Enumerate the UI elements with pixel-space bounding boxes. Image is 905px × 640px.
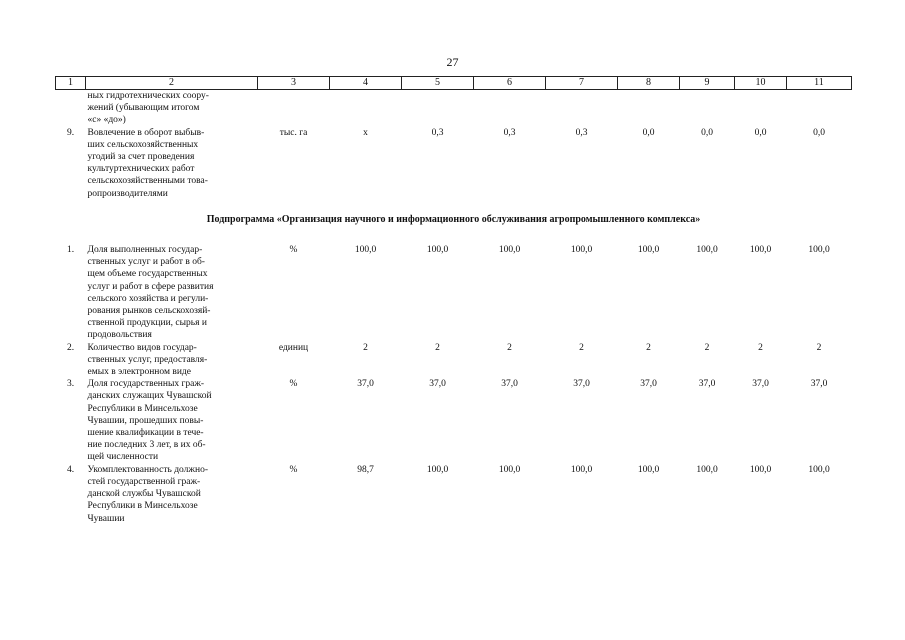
value-cell: 0,0 xyxy=(642,127,655,138)
table-row xyxy=(56,464,852,525)
row-number: 1. xyxy=(66,245,75,256)
column-header: 11 xyxy=(787,77,852,90)
table-row xyxy=(56,378,852,463)
column-header: 3 xyxy=(258,77,330,90)
value-cell: 2 xyxy=(507,342,512,353)
row-number: 2. xyxy=(66,342,75,353)
table-header-row xyxy=(56,77,852,90)
column-header: 4 xyxy=(330,77,402,90)
value-cell: 0,3 xyxy=(431,127,444,138)
indicator-name: Доля выполненных государ- ственных услуг и работ в об- щем объеме государственных услуг и работ в сфере развития сельского хозяйства и регули- рования рынков сельскохозяй- ственной продукции, сырья и продовольствия xyxy=(87,245,214,341)
value-cell: 100,0 xyxy=(637,464,660,475)
column-header: 5 xyxy=(402,77,474,90)
value-cell: 100,0 xyxy=(808,245,830,256)
value-cell: 100,0 xyxy=(637,245,660,256)
value-cell: 100,0 xyxy=(749,464,772,475)
value-cell: 37,0 xyxy=(810,379,828,390)
table-row xyxy=(56,127,852,200)
column-header: 2 xyxy=(86,77,258,90)
unit-cell: % xyxy=(289,245,298,256)
table-row xyxy=(56,342,852,379)
value-cell: 0,0 xyxy=(754,127,767,138)
value-cell: 100,0 xyxy=(570,245,593,256)
value-cell: 37,0 xyxy=(429,379,446,390)
value-cell: 2 xyxy=(758,342,763,353)
unit-cell: единиц xyxy=(278,342,309,353)
value-cell: 2 xyxy=(704,342,710,353)
value-cell: 98,7 xyxy=(357,464,374,475)
column-header: 1 xyxy=(56,77,86,90)
unit-cell: % xyxy=(289,379,298,390)
value-cell: 0,0 xyxy=(701,127,713,138)
value-cell: 37,0 xyxy=(640,379,657,390)
value-cell: 100,0 xyxy=(426,464,449,475)
value-cell: 37,0 xyxy=(357,379,374,390)
table-row xyxy=(56,244,852,342)
column-header: 7 xyxy=(546,77,618,90)
subprogram-row xyxy=(56,200,852,244)
indicators-table xyxy=(55,76,852,525)
value-cell: 37,0 xyxy=(752,379,769,390)
value-cell: 37,0 xyxy=(501,379,518,390)
column-header: 6 xyxy=(474,77,546,90)
row-number: 9. xyxy=(66,127,75,138)
page-number: 27 xyxy=(446,55,459,69)
value-cell: 100,0 xyxy=(696,464,718,475)
indicator-name: Укомплектованность должно- стей государственной граж- данской службы Чувашской Республики в Минсельхозе Чувашии xyxy=(87,464,208,524)
indicator-name: Количество видов государ- ственных услуг, предоставля- емых в электронном виде xyxy=(87,342,208,378)
value-cell: 0,3 xyxy=(503,127,516,138)
indicator-name: ных гидротехнических соору- жений (убывающим итогом «с» «до») xyxy=(87,91,209,126)
value-cell: 2 xyxy=(579,342,584,353)
value-cell: 100,0 xyxy=(354,245,377,256)
column-header: 10 xyxy=(735,77,787,90)
table-row-continuation xyxy=(56,90,852,127)
unit-cell: тыс. га xyxy=(279,127,308,138)
indicator-name: Доля государственных граж- данских служащих Чувашской Республики в Минсельхозе Чувашии, прошедших повы- шение квалификации в тече- ние последних 3 лет, в их об- щей численности xyxy=(87,379,212,463)
value-cell: 100,0 xyxy=(696,245,718,256)
value-cell: 37,0 xyxy=(573,379,590,390)
column-header: 9 xyxy=(680,77,735,90)
value-cell: 37,0 xyxy=(698,379,716,390)
column-header: 8 xyxy=(618,77,680,90)
row-number: 4. xyxy=(66,464,75,475)
row-number: 3. xyxy=(66,379,75,390)
subprogram-title: Подпрограмма «Организация научного и информационного обслуживания агропромышленного комплекса» xyxy=(206,213,701,225)
value-cell: 2 xyxy=(816,342,822,353)
value-cell: 100,0 xyxy=(426,245,449,256)
value-cell: х xyxy=(363,127,368,138)
value-cell: 0,3 xyxy=(575,127,588,138)
value-cell: 2 xyxy=(435,342,440,353)
value-cell: 2 xyxy=(363,342,368,353)
value-cell: 100,0 xyxy=(749,245,772,256)
value-cell: 2 xyxy=(646,342,651,353)
indicator-name: Вовлечение в оборот выбыв- ших сельскохозяйственных угодий за счет проведения культуртехнических работ сельскохозяйственными това- ропроизводителями xyxy=(87,127,208,199)
value-cell: 100,0 xyxy=(498,245,521,256)
value-cell: 100,0 xyxy=(570,464,593,475)
value-cell: 0,0 xyxy=(813,127,825,138)
value-cell: 100,0 xyxy=(808,464,830,475)
unit-cell: % xyxy=(289,464,298,475)
value-cell: 100,0 xyxy=(498,464,521,475)
